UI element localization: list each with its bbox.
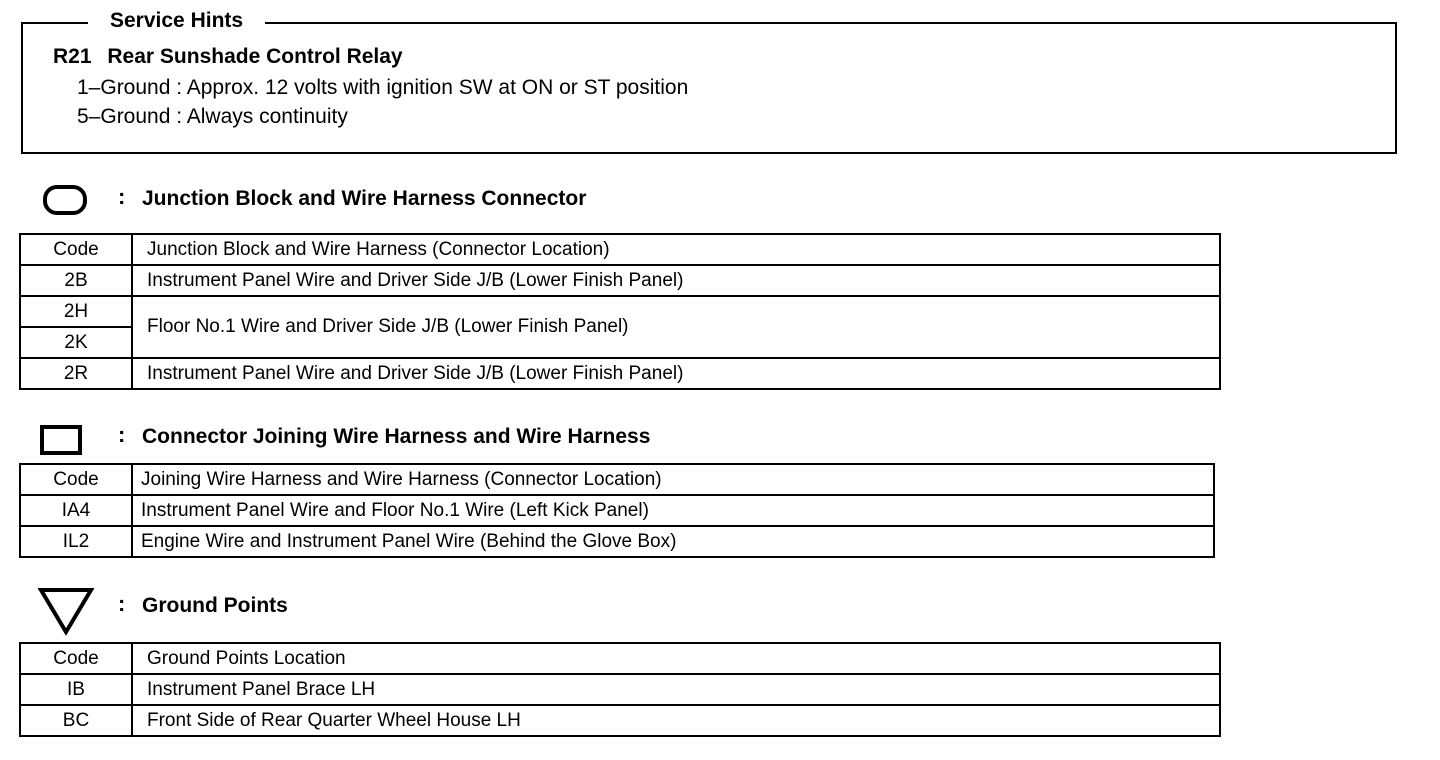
junction-table <box>19 233 1221 390</box>
code-cell: IA4 <box>20 495 132 526</box>
desc-cell: Floor No.1 Wire and Driver Side J/B (Lower Finish Panel) <box>132 296 1220 358</box>
service-hints-title: Service Hints <box>88 8 265 34</box>
hint-heading <box>53 44 403 70</box>
section-title: Connector Joining Wire Harness and Wire Harness <box>142 425 651 448</box>
section-header-junction <box>38 180 938 220</box>
square-icon <box>38 418 94 458</box>
code-cell: 2R <box>20 358 132 389</box>
part-code: R21 <box>53 45 92 68</box>
connector-table <box>19 463 1215 558</box>
table-header-cell: Code <box>20 643 132 674</box>
table-header-cell: Junction Block and Wire Harness (Connector Location) <box>132 234 1220 265</box>
section-header-connector <box>38 418 938 458</box>
section-colon: : <box>118 184 126 209</box>
ground-table <box>19 642 1221 737</box>
section-colon: : <box>118 591 126 616</box>
desc-cell: Instrument Panel Wire and Floor No.1 Wire (Left Kick Panel) <box>132 495 1214 526</box>
table-header-cell: Joining Wire Harness and Wire Harness (Connector Location) <box>132 464 1214 495</box>
section-colon: : <box>118 422 126 447</box>
desc-cell: Engine Wire and Instrument Panel Wire (Behind the Glove Box) <box>132 526 1214 557</box>
table-row <box>20 358 1220 389</box>
desc-cell: Instrument Panel Wire and Driver Side J/B (Lower Finish Panel) <box>132 265 1220 296</box>
hint-line: 1–Ground : Approx. 12 volts with ignition SW at ON or ST position <box>77 76 689 99</box>
table-row <box>20 526 1214 557</box>
table-header-row <box>20 234 1220 265</box>
table-header-cell: Code <box>20 234 132 265</box>
table-row <box>20 265 1220 296</box>
hint-line: 5–Ground : Always continuity <box>77 105 348 128</box>
table-header-row <box>20 464 1214 495</box>
section-header-ground <box>38 587 938 637</box>
code-cell: 2H <box>20 296 132 327</box>
code-cell: 2B <box>20 265 132 296</box>
table-row <box>20 296 1220 327</box>
table-header-row <box>20 643 1220 674</box>
code-cell: IL2 <box>20 526 132 557</box>
desc-cell: Instrument Panel Brace LH <box>132 674 1220 705</box>
section-title: Ground Points <box>142 594 288 617</box>
part-name: Rear Sunshade Control Relay <box>107 45 403 68</box>
section-title: Junction Block and Wire Harness Connector <box>142 187 587 210</box>
code-cell: BC <box>20 705 132 736</box>
table-header-cell: Ground Points Location <box>132 643 1220 674</box>
desc-cell: Instrument Panel Wire and Driver Side J/B (Lower Finish Panel) <box>132 358 1220 389</box>
desc-cell: Front Side of Rear Quarter Wheel House LH <box>132 705 1220 736</box>
rounded-rect-icon <box>38 180 94 220</box>
table-row <box>20 495 1214 526</box>
table-row <box>20 705 1220 736</box>
table-row <box>20 674 1220 705</box>
code-cell: IB <box>20 674 132 705</box>
table-header-cell: Code <box>20 464 132 495</box>
triangle-down-icon <box>38 587 94 637</box>
code-cell: 2K <box>20 327 132 358</box>
